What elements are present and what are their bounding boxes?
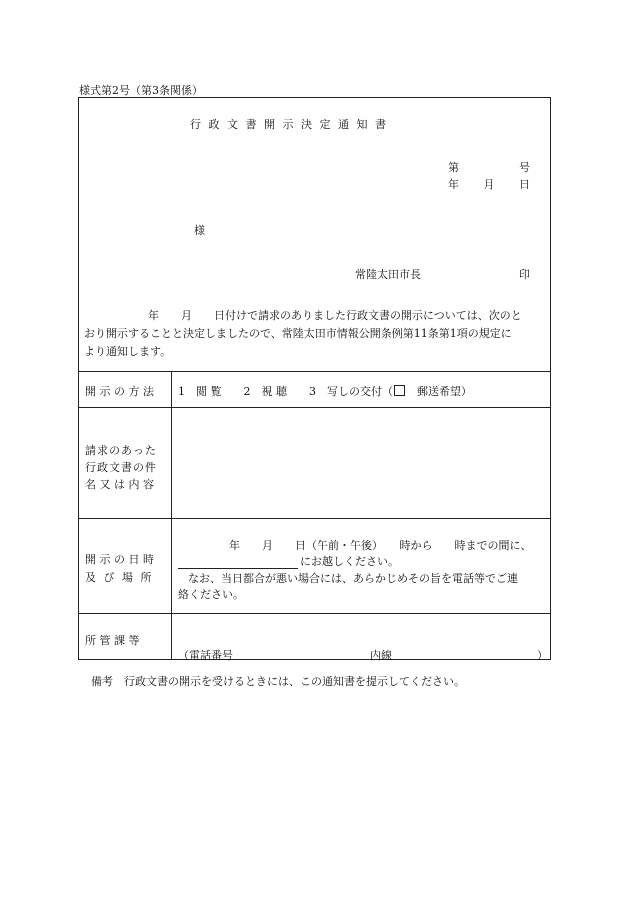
department-label: 所 管 課 等 xyxy=(85,634,140,647)
datetime-label-1: 開 示 の 日 時 xyxy=(85,553,154,566)
place-blank xyxy=(178,557,298,569)
document-label-1: 請求のあった xyxy=(85,444,157,457)
mail-checkbox[interactable] xyxy=(394,385,405,396)
body-line-2: おり開示することと決定しましたので、常陸太田市情報公開条例第11条第1項の規定に xyxy=(84,327,512,340)
issuer-name: 常陸太田市長 xyxy=(355,268,421,281)
issuer-seal: 印 xyxy=(519,268,530,281)
department-ext: 内線 xyxy=(370,649,392,662)
ref-year: 年 xyxy=(448,178,459,191)
ref-number-suffix: 号 xyxy=(519,161,530,174)
datetime-line-3: なお、当日都合が悪い場合には、あらかじめその旨を電話等でご連 xyxy=(188,572,518,585)
datetime-line-2 xyxy=(178,553,399,569)
method-mail-text: 郵送希望） xyxy=(417,385,472,398)
method-label: 開 示 の 方 法 xyxy=(85,385,154,398)
column-divider xyxy=(171,371,172,660)
department-phone: （電話番号 xyxy=(178,649,233,662)
addressee-suffix: 様 xyxy=(194,224,205,237)
body-line-3: より通知します。 xyxy=(84,345,172,358)
page-title: 行 政 文 書 開 示 決 定 通 知 書 xyxy=(190,118,386,131)
ref-number xyxy=(448,159,530,175)
ref-day: 日 xyxy=(519,178,530,191)
department-close: ） xyxy=(537,649,548,662)
divider xyxy=(78,407,551,408)
ref-number-prefix: 第 xyxy=(448,161,459,174)
datetime-line-1: 年 月 日（午前・午後） 時から 時までの間に、 xyxy=(229,539,532,552)
datetime-label-2: 及 び 場 所 xyxy=(85,571,154,584)
method-options-text: 1 閲 覧 2 視 聴 3 写しの交付（ xyxy=(178,385,393,398)
document-label-3: 名 又 は 内 容 xyxy=(85,478,154,491)
divider xyxy=(78,371,551,372)
divider xyxy=(78,518,551,519)
datetime-line-4: 絡ください。 xyxy=(178,588,244,601)
divider xyxy=(78,613,551,614)
body-line-1: 年 月 日付けで請求のありました行政文書の開示については、次のと xyxy=(148,309,522,322)
ref-date xyxy=(448,176,530,192)
footnote: 備考 行政文書の開示を受けるときには、この通知書を提示してください。 xyxy=(91,675,465,688)
datetime-line-2-text: にお越しください。 xyxy=(300,555,399,568)
ref-month: 月 xyxy=(483,178,495,191)
document-label-2: 行政文書の件 xyxy=(85,461,157,474)
form-number: 様式第2号（第3条関係） xyxy=(79,84,203,97)
method-options xyxy=(178,383,472,399)
